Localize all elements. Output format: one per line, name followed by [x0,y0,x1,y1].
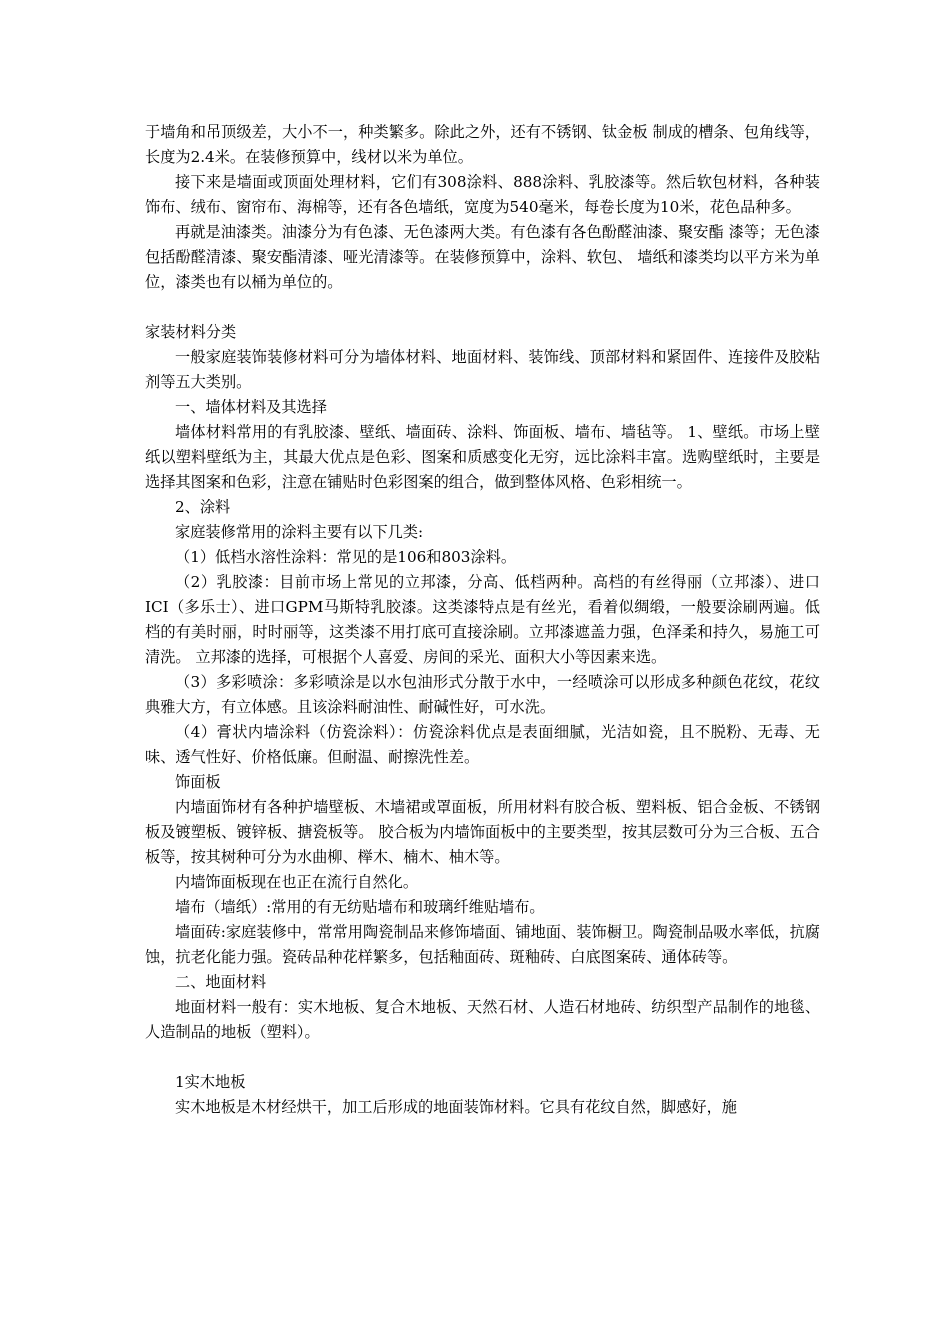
subsection-heading: 一、墙体材料及其选择 [175,398,327,416]
paragraph: 接下来是墙面或顶面处理材料，它们有308涂料、888涂料、乳胶漆等。然后软包材料，各种装饰布、绒布、窗帘布、海棉等，还有各色墙纸，宽度为540毫米，每卷长度为10米，花色品种多。 [145,173,820,216]
list-item: （3）多彩喷涂：多彩喷涂是以水包油形式分散于水中，一经喷涂可以形成多种颜色花纹，花纹典雅大方，有立体感。且该涂料耐油性、耐碱性好，可水洗。 [145,673,820,716]
paragraph: 地面材料一般有：实木地板、复合木地板、天然石材、人造石材地砖、纺织型产品制作的地毯、人造制品的地板（塑料）。 [145,998,820,1041]
paragraph: 一般家庭装饰装修材料可分为墙体材料、地面材料、装饰线、顶部材料和紧固件、连接件及胶粘剂等五大类别。 [145,348,820,391]
paragraph: 实木地板是木材经烘干，加工后形成的地面装饰材料。它具有花纹自然，脚感好，施 [175,1098,737,1116]
section-heading: 家装材料分类 [145,323,237,341]
subsection-heading: 1实木地板 [175,1073,246,1091]
subsection-heading: 二、地面材料 [175,973,267,991]
list-item: （2）乳胶漆：目前市场上常见的立邦漆，分高、低档两种。高档的有丝得丽（立邦漆）、进口ICI（多乐士）、进口GPM马斯特乳胶漆。这类漆特点是有丝光，看着似绸缎，一般要涂刷两遍。低档的有美时丽，时时丽等，这类漆不用打底可直接涂刷。立邦漆遮盖力强，色泽柔和持久，易施工可清洗。 立邦漆的选择，可根据个人喜爱、房间的采光、面积大小等因素来选。 [145,573,820,666]
paragraph: 内墙面饰材有各种护墙壁板、木墙裙或罩面板，所用材料有胶合板、塑料板、铝合金板、不锈钢板及镀塑板、镀锌板、搪瓷板等。 胶合板为内墙饰面板中的主要类型，按其层数可分为三合板、五合板等，按其树种可分为水曲柳、榉木、楠木、柚木等。 [145,798,820,866]
paragraph: 家庭装修常用的涂料主要有以下几类: [175,523,424,541]
subsection-heading: 2、涂料 [175,498,231,516]
paragraph: 内墙饰面板现在也正在流行自然化。 [175,873,418,891]
subsection-heading: 饰面板 [175,773,221,791]
paragraph: 墙面砖:家庭装修中，常常用陶瓷制品来修饰墙面、铺地面、装饰橱卫。陶瓷制品吸水率低，抗腐蚀，抗老化能力强。瓷砖品种花样繁多，包括釉面砖、斑釉砖、白底图案砖、通体砖等。 [145,923,820,966]
document-body [145,120,820,1120]
list-item: （4）膏状内墙涂料（仿瓷涂料）：仿瓷涂料优点是表面细腻，光洁如瓷，且不脱粉、无毒、无味、透气性好、价格低廉。但耐温、耐擦洗性差。 [145,723,820,766]
paragraph: 墙体材料常用的有乳胶漆、壁纸、墙面砖、涂料、饰面板、墙布、墙毡等。 1、壁纸。市场上壁纸以塑料壁纸为主，其最大优点是色彩、图案和质感变化无穷，远比涂料丰富。选购壁纸时，主要是选择其图案和色彩，注意在铺贴时色彩图案的组合，做到整体风格、色彩相统一。 [145,423,820,491]
paragraph: 再就是油漆类。油漆分为有色漆、无色漆两大类。有色漆有各色酚醛油漆、聚安酯 漆等；无色漆包括酚醛清漆、聚安酯清漆、哑光清漆等。在装修预算中，涂料、软包、 墙纸和漆类均以平方米为单位，漆类也有以桶为单位的。 [145,223,820,291]
paragraph: 墙布（墙纸）:常用的有无纺贴墙布和玻璃纤维贴墙布。 [175,898,545,916]
list-item: （1）低档水溶性涂料：常见的是106和803涂料。 [175,548,517,566]
paragraph: 于墙角和吊顶级差，大小不一，种类繁多。除此之外，还有不锈钢、钛金板 制成的槽条、包角线等，长度为2.4米。在装修预算中，线材以米为单位。 [145,123,820,166]
